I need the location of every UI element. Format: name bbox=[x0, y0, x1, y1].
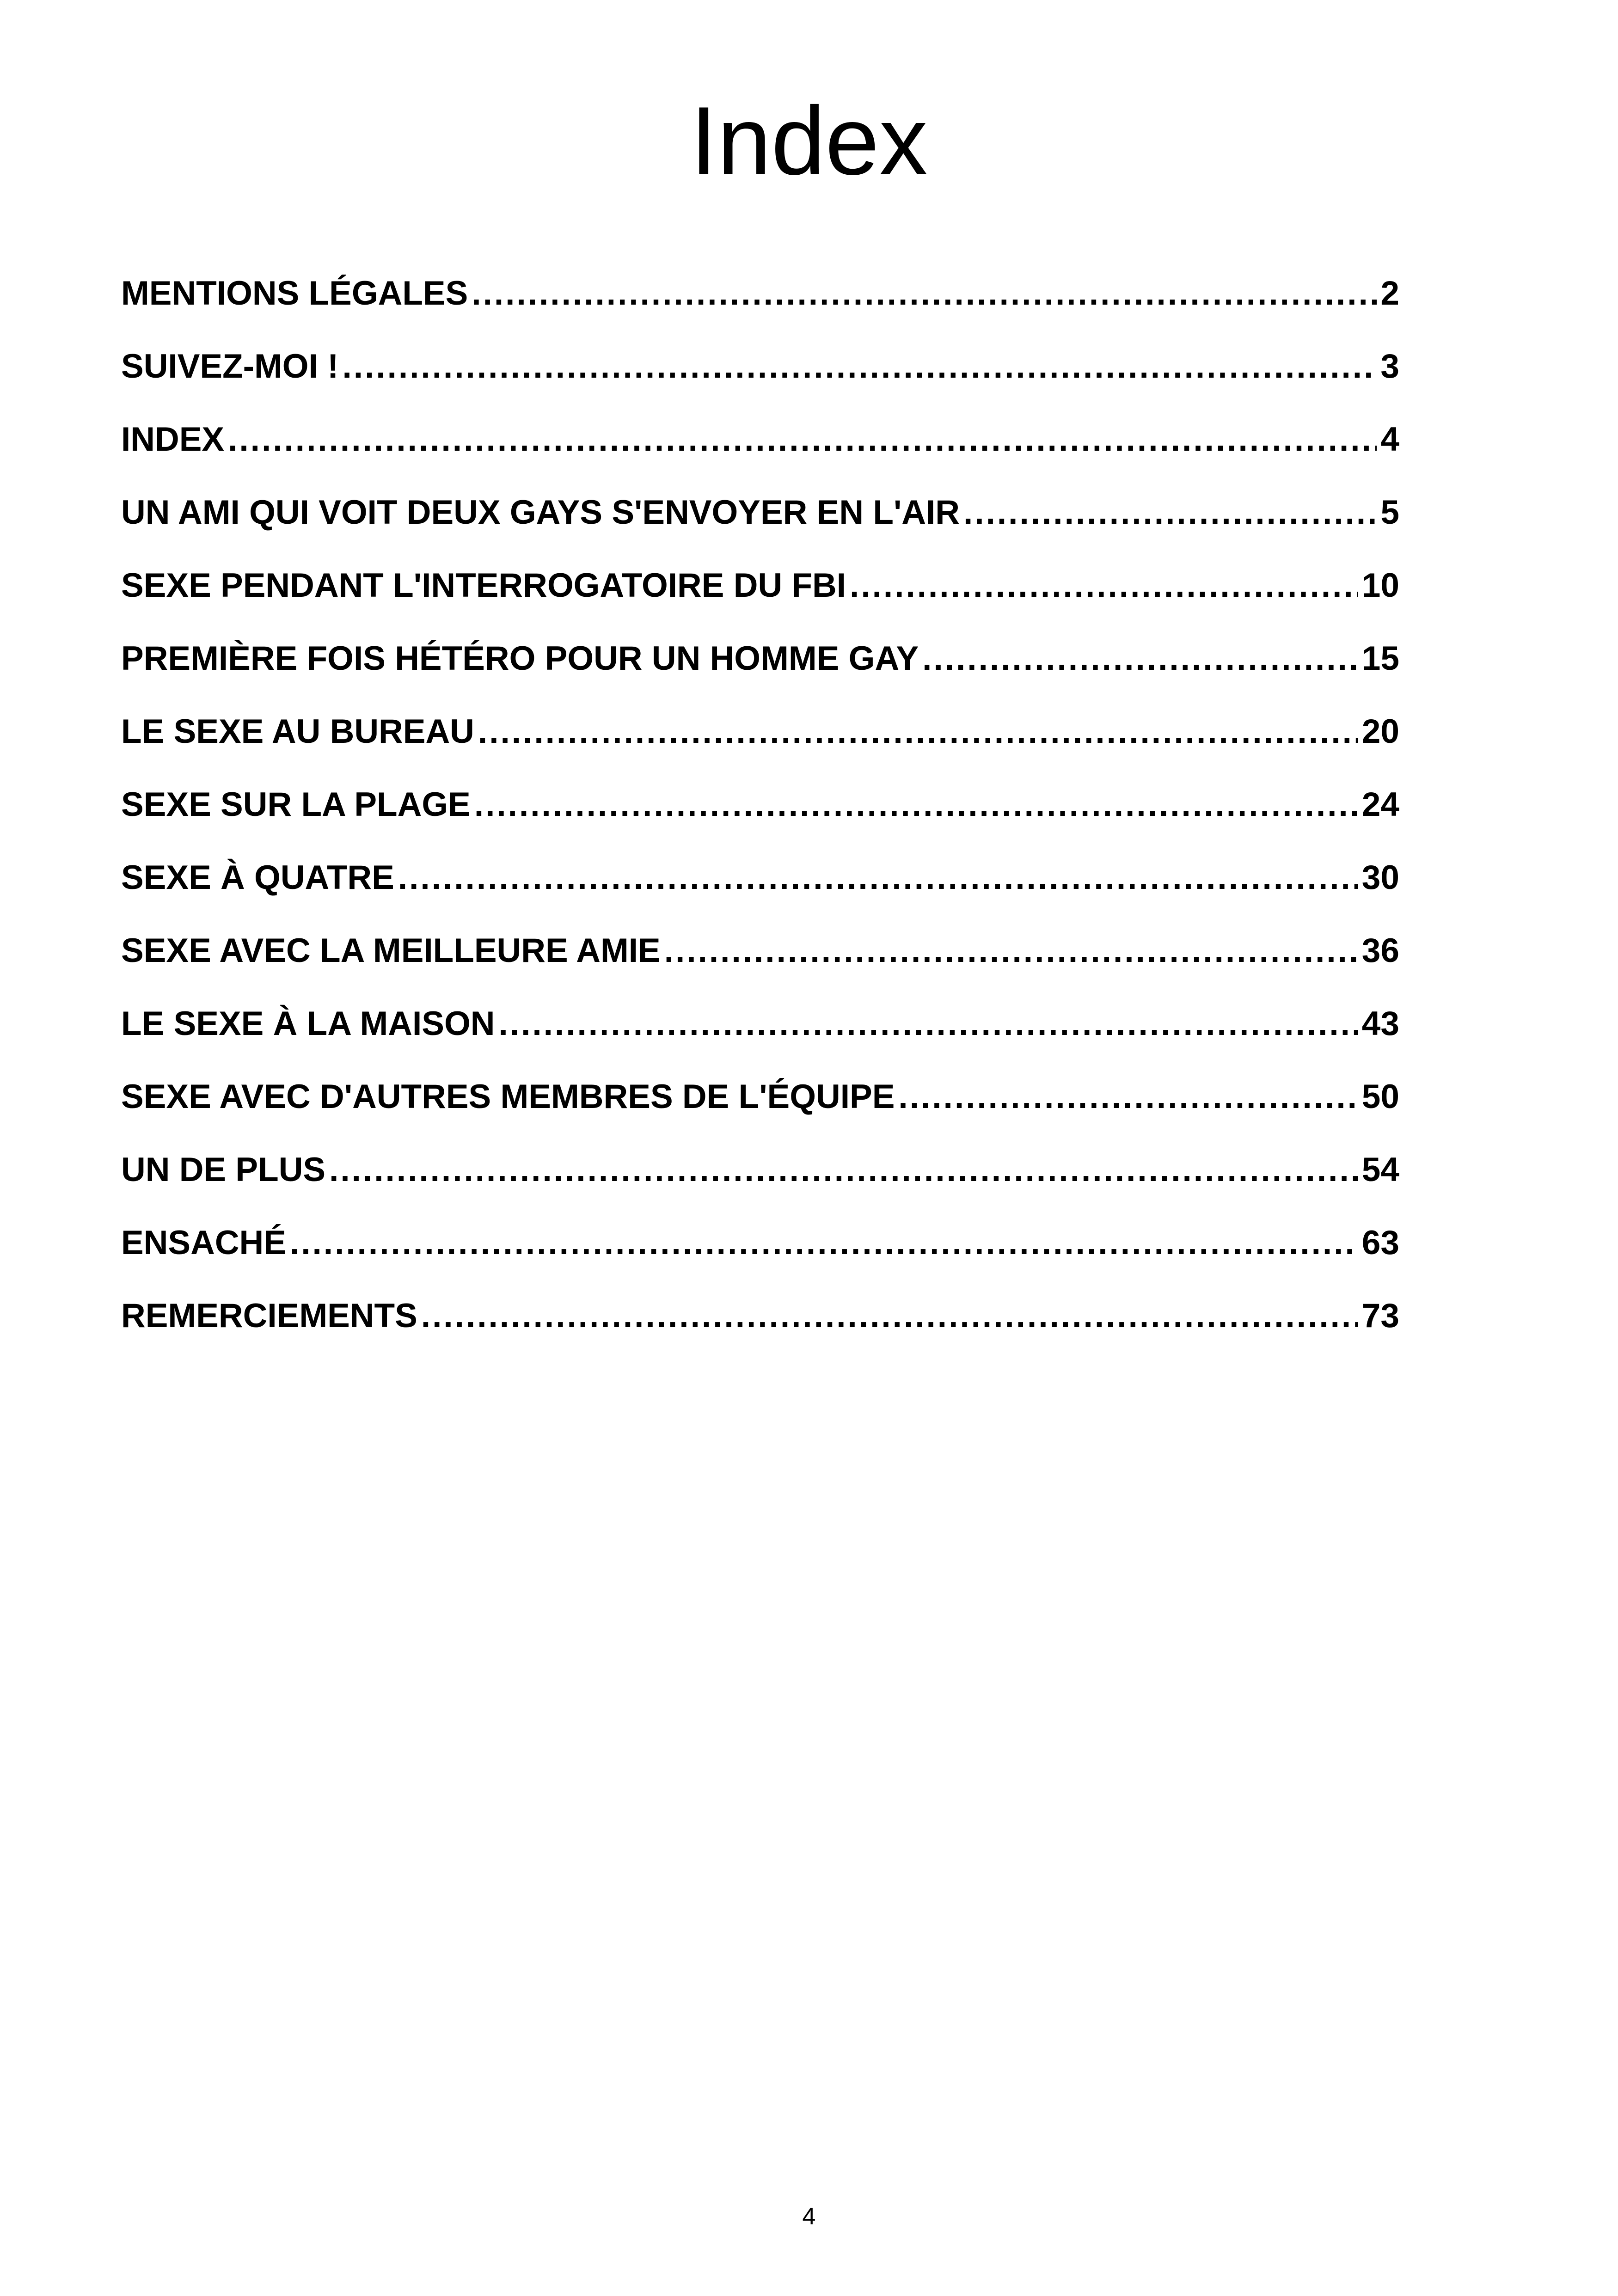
toc-entry[interactable] bbox=[121, 1293, 1399, 1366]
toc-entry-page: 36 bbox=[1361, 932, 1399, 969]
toc-dot-leader bbox=[499, 1001, 1358, 1047]
toc-entry-page: 20 bbox=[1361, 713, 1399, 750]
toc-dot-leader bbox=[850, 563, 1358, 609]
toc-entry[interactable] bbox=[121, 1147, 1399, 1220]
toc-dot-leader bbox=[472, 270, 1377, 317]
toc-entry[interactable] bbox=[121, 343, 1399, 416]
toc-entry[interactable] bbox=[121, 1074, 1399, 1147]
toc-entry-title: LE SEXE AU BUREAU bbox=[121, 713, 474, 750]
toc-entry-title: SEXE AVEC LA MEILLEURE AMIE bbox=[121, 932, 661, 969]
toc-entry-title: ENSACHÉ bbox=[121, 1224, 286, 1261]
toc-entry-title: INDEX bbox=[121, 421, 225, 458]
toc-entry-page: 30 bbox=[1361, 859, 1399, 896]
toc-entry-title: SEXE SUR LA PLAGE bbox=[121, 786, 471, 823]
toc-entry-title: MENTIONS LÉGALES bbox=[121, 275, 468, 312]
toc-dot-leader bbox=[963, 490, 1377, 536]
toc-entry-page: 54 bbox=[1361, 1151, 1399, 1188]
toc-entry[interactable] bbox=[121, 709, 1399, 782]
toc-dot-leader bbox=[228, 416, 1377, 463]
toc-entry-page: 5 bbox=[1380, 494, 1399, 531]
toc-entry-title: REMERCIEMENTS bbox=[121, 1297, 417, 1335]
table-of-contents bbox=[121, 270, 1399, 1366]
toc-dot-leader bbox=[290, 1220, 1358, 1266]
page-number: 4 bbox=[802, 2203, 816, 2230]
toc-dot-leader bbox=[398, 855, 1358, 901]
toc-entry-title: SEXE PENDANT L'INTERROGATOIRE DU FBI bbox=[121, 567, 846, 604]
toc-entry-title: SEXE À QUATRE bbox=[121, 859, 394, 896]
toc-entry-page: 2 bbox=[1380, 275, 1399, 312]
toc-entry[interactable] bbox=[121, 416, 1399, 490]
toc-entry[interactable] bbox=[121, 782, 1399, 855]
toc-entry[interactable] bbox=[121, 1001, 1399, 1074]
toc-dot-leader bbox=[342, 343, 1377, 390]
toc-entry-page: 73 bbox=[1361, 1297, 1399, 1335]
toc-entry-page: 3 bbox=[1380, 348, 1399, 385]
toc-entry-page: 15 bbox=[1361, 640, 1399, 677]
toc-entry-title: PREMIÈRE FOIS HÉTÉRO POUR UN HOMME GAY bbox=[121, 640, 919, 677]
toc-entry[interactable] bbox=[121, 928, 1399, 1001]
toc-entry-page: 43 bbox=[1361, 1005, 1399, 1042]
toc-dot-leader bbox=[478, 709, 1358, 755]
toc-entry-title: SEXE AVEC D'AUTRES MEMBRES DE L'ÉQUIPE bbox=[121, 1078, 895, 1115]
page-title: Index bbox=[690, 86, 928, 195]
toc-dot-leader bbox=[898, 1074, 1358, 1120]
toc-dot-leader bbox=[421, 1293, 1358, 1339]
toc-entry-page: 4 bbox=[1380, 421, 1399, 458]
toc-entry-page: 50 bbox=[1361, 1078, 1399, 1115]
toc-entry-page: 24 bbox=[1361, 786, 1399, 823]
toc-entry[interactable] bbox=[121, 563, 1399, 636]
toc-entry-title: LE SEXE À LA MAISON bbox=[121, 1005, 495, 1042]
toc-entry[interactable] bbox=[121, 490, 1399, 563]
toc-entry[interactable] bbox=[121, 855, 1399, 928]
toc-dot-leader bbox=[474, 782, 1358, 828]
toc-entry[interactable] bbox=[121, 636, 1399, 709]
toc-dot-leader bbox=[329, 1147, 1358, 1193]
toc-entry-page: 10 bbox=[1361, 567, 1399, 604]
toc-entry-page: 63 bbox=[1361, 1224, 1399, 1261]
toc-dot-leader bbox=[664, 928, 1358, 974]
toc-entry[interactable] bbox=[121, 1220, 1399, 1293]
toc-entry-title: UN DE PLUS bbox=[121, 1151, 326, 1188]
toc-dot-leader bbox=[922, 636, 1358, 682]
toc-entry[interactable] bbox=[121, 270, 1399, 343]
toc-entry-title: SUIVEZ-MOI ! bbox=[121, 348, 339, 385]
toc-entry-title: UN AMI QUI VOIT DEUX GAYS S'ENVOYER EN L'AIR bbox=[121, 494, 960, 531]
